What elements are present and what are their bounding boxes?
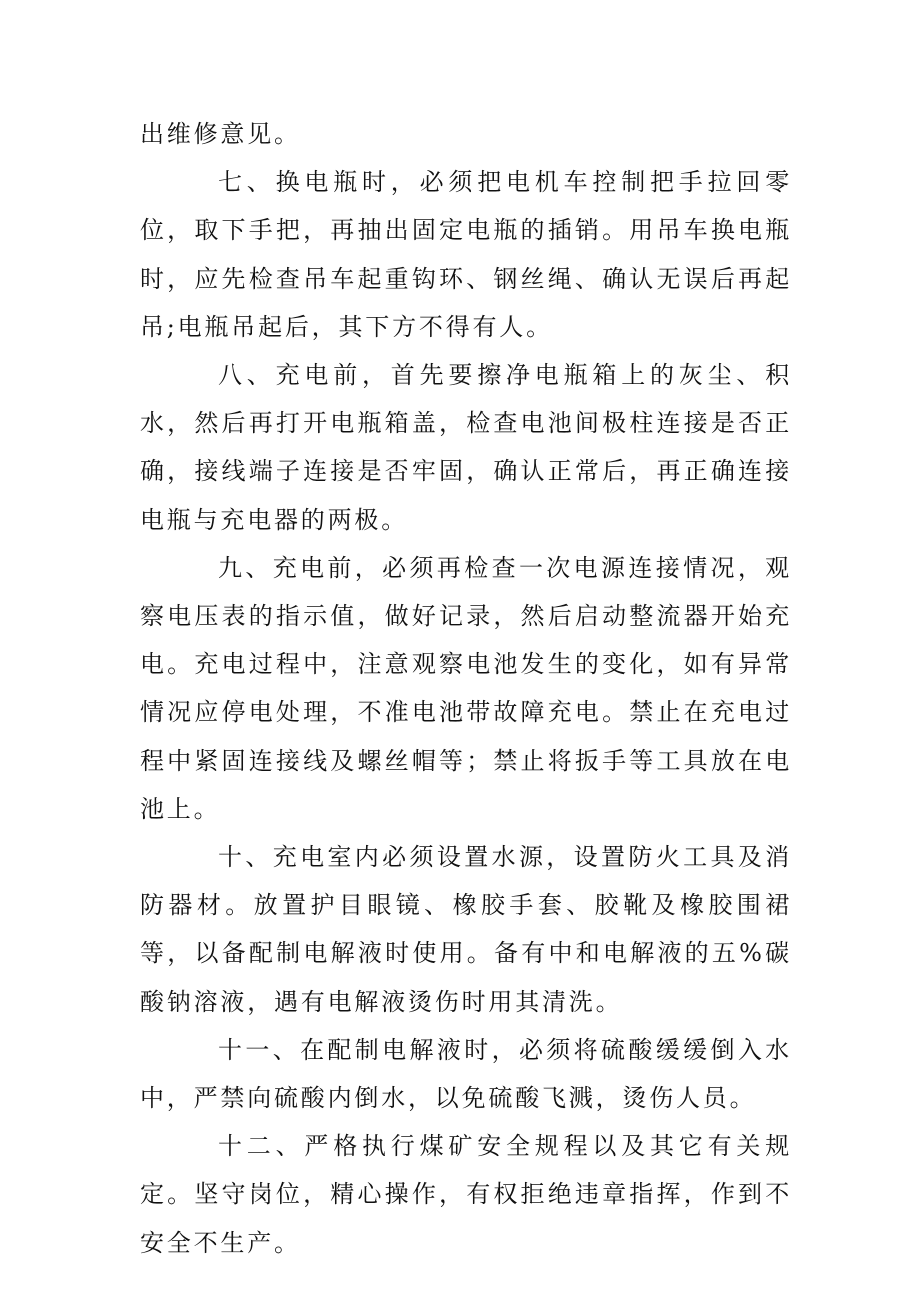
- paragraph-item-10: 十、充电室内必须设置水源，设置防火工具及消防器材。放置护目眼镜、橡胶手套、胶靴及橡胶围裙等，以备配制电解液时使用。备有中和电解液的五%碳酸钠溶液，遇有电解液烫伤时用其清洗。: [140, 843, 792, 1016]
- paragraph-item-7: 七、换电瓶时，必须把电机车控制把手拉回零位，取下手把，再抽出固定电瓶的插销。用吊车换电瓶时，应先检查吊车起重钩环、钢丝绳、确认无误后再起吊;电瓶吊起后，其下方不得有人。: [140, 168, 792, 341]
- paragraph-continuation: 出维修意见。: [140, 120, 301, 148]
- paragraph-item-8: 八、充电前，首先要擦净电瓶箱上的灰尘、积水，然后再打开电瓶箱盖，检查电池间极柱连接是否正确，接线端子连接是否牢固，确认正常后，再正确连接电瓶与充电器的两极。: [140, 361, 792, 534]
- document-body: [140, 110, 792, 1267]
- paragraph-item-9: 九、充电前，必须再检查一次电源连接情况，观察电压表的指示值，做好记录，然后启动整流器开始充电。充电过程中，注意观察电池发生的变化，如有异常情况应停电处理，不准电池带故障充电。禁止在充电过程中紧固连接线及螺丝帽等；禁止将扳手等工具放在电池上。: [140, 553, 792, 823]
- paragraph-item-12: 十二、严格执行煤矿安全规程以及其它有关规定。坚守岗位，精心操作，有权拒绝违章指挥，作到不安全不生产。: [140, 1132, 792, 1257]
- paragraph-item-11: 十一、在配制电解液时，必须将硫酸缓缓倒入水中，严禁向硫酸内倒水，以免硫酸飞溅，烫伤人员。: [140, 1035, 792, 1113]
